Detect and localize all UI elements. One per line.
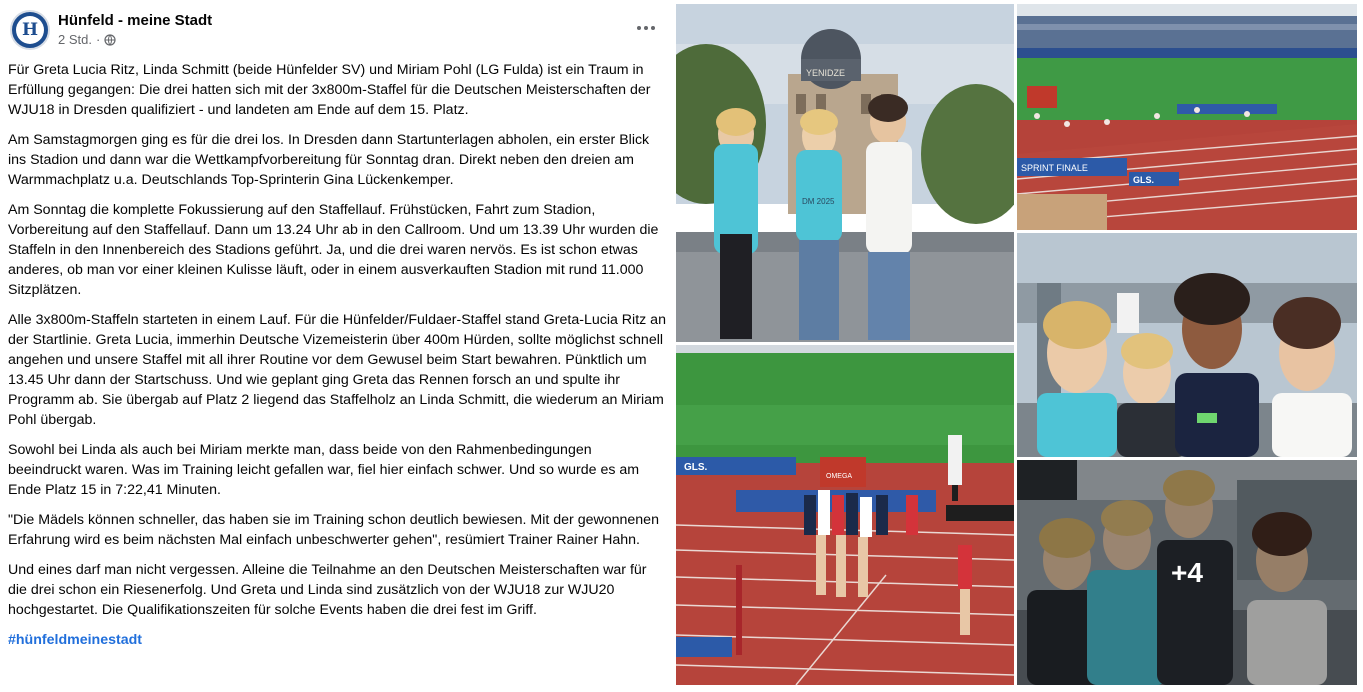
post-panel — [0, 0, 674, 692]
post-header — [8, 8, 664, 52]
shirt-text: DM 2025 — [802, 197, 835, 206]
post-paragraph: Für Greta Lucia Ritz, Linda Schmitt (beide Hünfelder SV) und Miriam Pohl (LG Fulda) ist ein Traum in Erfüllung gegangen: Die drei hatten sich mit der 3x800m-Staffel für die Deutschen Meisterschaften der WJU18 in Dresden qualifiziert - und landeten am Ende auf dem 15. Platz. — [8, 62, 651, 118]
more-dot-icon — [651, 26, 655, 30]
more-options-button[interactable] — [630, 14, 662, 42]
avatar[interactable] — [10, 10, 50, 50]
more-photos-overlay[interactable] — [1017, 460, 1357, 685]
post-paragraph: "Die Mädels können schneller, das haben sie im Training schon deutlich bewiesen. Mit der gewonnenen Erfahrung wird es beim nächsten Mal einfach unbeschwerter gehen", resümiert Trainer Rainer Hahn. — [8, 512, 659, 548]
avatar-logo — [16, 16, 44, 44]
photo-group-selfie[interactable] — [1017, 460, 1357, 685]
post-paragraph: Am Sonntag die komplette Fokussierung auf den Staffellauf. Frühstücken, Fahrt zum Stadion, Vorbereitung auf den Staffellauf. Dann um 13.24 Uhr ab in den Callroom. Und um 13.39 Uhr wurden die Staffeln in den Innenbereich des Stadions geführt. Ja, und die drei waren nervös. Es ist schon etwas anderes, ob man vor einer kleinen Kulisse läuft, oder in einem ausverkauften Stadion mit rund 11.000 Sitzplätzen. — [8, 202, 659, 298]
photo-stadium-image — [1017, 4, 1357, 230]
photo-selfie-sprinter-image — [1017, 233, 1357, 457]
post-paragraph: Am Samstagmorgen ging es für die drei los. In Dresden dann Startunterlagen abholen, ein erster Blick ins Stadion und dann war die Wettkampfvorbereitung für Sonntag dran. Direkt neben den dreien am Warmmachplatz u.a. Deutschlands Top-Sprinterin Gina Lückenkemper. — [8, 132, 650, 188]
globe-icon — [104, 34, 116, 46]
photo-team-city-image — [676, 4, 1014, 342]
post-paragraph: Sowohl bei Linda als auch bei Miriam merkte man, dass beide von den Rahmenbedingungen beeindruckt waren. Was im Training leicht gefallen war, fiel hier einfach schwer. Und so wurde es am Ende Platz 15 in 7:22,41 Minuten. — [8, 442, 640, 498]
post-paragraph: Und eines darf man nicht vergessen. Alleine die Teilnahme an den Deutschen Meisterschaften war für die drei schon ein Riesenerfolg. Und Greta und Linda sind zusätzlich von der WJU18 zur WJU20 hochgestartet. Die Qualifikationszeiten für solche Events haben die drei fest im Griff. — [8, 562, 647, 618]
photo-team-city[interactable] — [676, 4, 1014, 342]
photo-selfie-sprinter[interactable] — [1017, 233, 1357, 457]
photo-gallery — [675, 0, 1363, 692]
avatar-letter: H — [21, 20, 39, 40]
meta-separator: · — [95, 32, 101, 47]
hashtag-link[interactable]: #hünfeldmeinestadt — [8, 632, 143, 648]
photo-race-start[interactable] — [676, 345, 1014, 685]
post-meta — [58, 32, 116, 47]
sign-sprint: SPRINT FINALE — [1021, 163, 1088, 173]
more-dot-icon — [644, 26, 648, 30]
post-body — [8, 60, 666, 650]
sign-yenidze: YENIDZE — [806, 68, 846, 78]
more-dot-icon — [637, 26, 641, 30]
sign-gls-1: GLS. — [1133, 175, 1155, 185]
photo-race-start-image — [676, 345, 1014, 685]
more-photos-count: +4 — [1171, 556, 1203, 588]
sign-omega: OMEGA — [826, 473, 853, 480]
post-paragraph: Alle 3x800m-Staffeln starteten in einem Lauf. Für die Hünfelder/Fuldaer-Staffel stand Greta-Lucia Ritz an der Startlinie. Greta Lucia, immerhin Deutsche Vizemeisterin über 400m Hürden, sollte möglichst schnell angehen und unsere Staffel mit all ihrer Routine vor dem Gewusel beim Start bewahren. Pünktlich um 13.45 Uhr dann der Startschuss. Und wie geplant ging Greta das Rennen forsch an und spulte ihr Programm ab. Sie übergab auf Platz 2 liegend das Staffelholz an Linda Schmitt, die wiederum an Miriam Pohl übergab. — [8, 312, 666, 428]
photo-stadium[interactable] — [1017, 4, 1357, 230]
sign-gls-2: GLS. — [684, 462, 708, 473]
page-name-link[interactable]: Hünfeld - meine Stadt — [58, 12, 213, 29]
post-time[interactable]: 2 Std. — [58, 32, 92, 47]
